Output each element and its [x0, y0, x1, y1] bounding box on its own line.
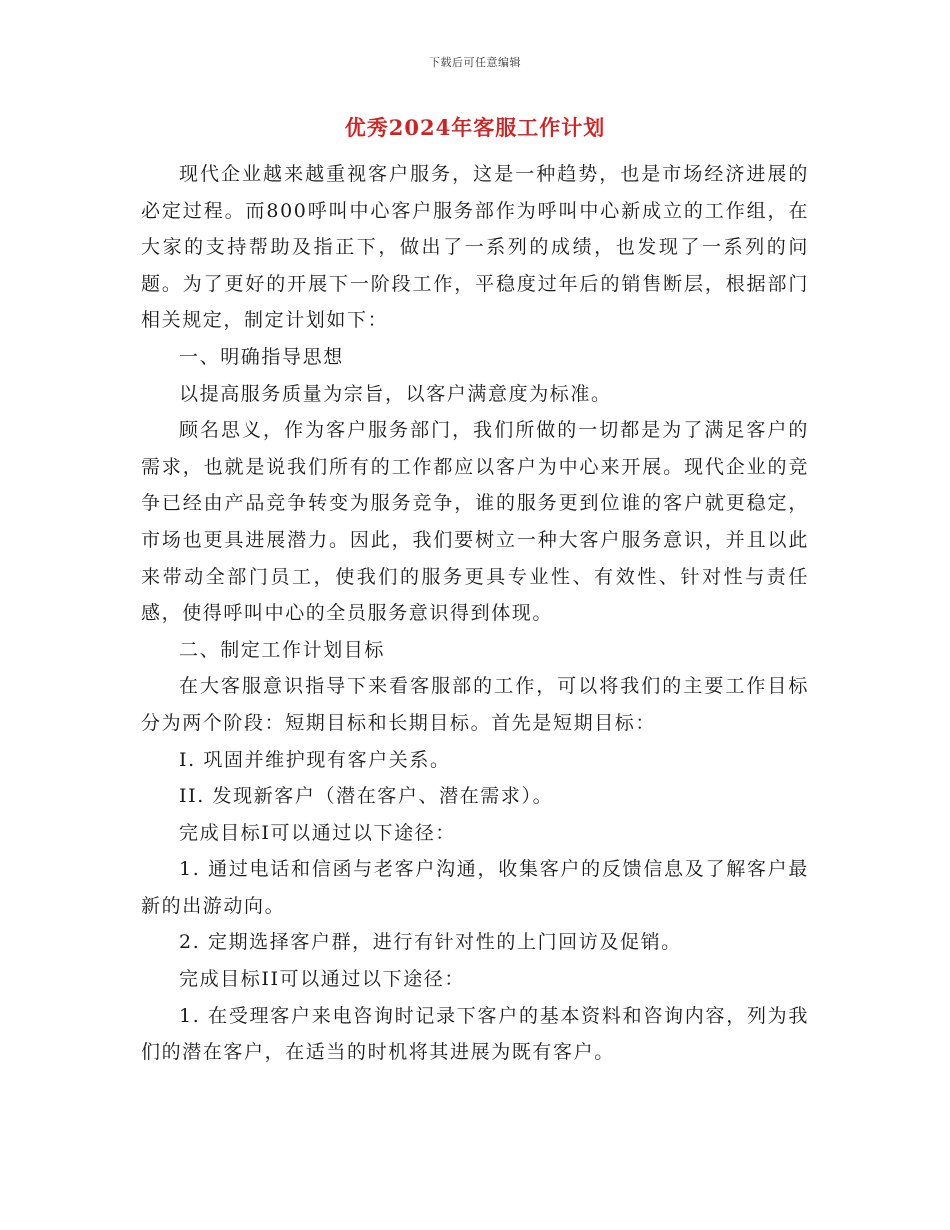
principle-paragraph: 以提高服务质量为宗旨，以客户满意度为标准。 — [179, 382, 612, 405]
goal-1-method-2: 2. 定期选择客户群，进行有针对性的上门回访及促销。 — [179, 931, 682, 954]
goal-1-methods-heading: 完成目标I可以通过以下途径： — [179, 821, 456, 844]
document-body — [141, 156, 809, 1071]
goals-overview-paragraph: 在大客服意识指导下来看客服部的工作，可以将我们的主要工作目标分为两个阶段：短期目标和长期目标。首先是短期目标： — [141, 675, 809, 734]
intro-paragraph: 现代企业越来越重视客户服务，这是一种趋势，也是市场经济进展的必定过程。而800呼叫中心客户服务部作为呼叫中心新成立的工作组，在大家的支持帮助及指正下，做出了一系列的成绩，也发现了一系列的问题。为了更好的开展下一阶段工作，平稳度过年后的销售断层，根据部门相关规定，制定计划如下： — [141, 163, 809, 332]
document-title: 优秀2024年客服工作计划 — [344, 115, 606, 140]
header-note: 下载后可任意编辑 — [429, 56, 521, 69]
section-heading-work-goals: 二、制定工作计划目标 — [179, 638, 386, 661]
goal-2-methods-heading: 完成目标II可以通过以下途径： — [179, 968, 466, 991]
goal-2-method-1: 1. 在受理客户来电咨询时记录下客户的基本资料和咨询内容，列为我们的潜在客户，在适当的时机将其进展为既有客户。 — [141, 1004, 809, 1064]
section-heading-guiding-thought: 一、明确指导思想 — [179, 345, 344, 368]
customer-service-paragraph: 顾名思义，作为客户服务部门，我们所做的一切都是为了满足客户的需求，也就是说我们所有的工作都应以客户为中心来开展。现代企业的竞争已经由产品竞争转变为服务竞争，谁的服务更到位谁的客户就更稳定，市场也更具进展潜力。因此，我们要树立一种大客户服务意识，并且以此来带动全部门员工，使我们的服务更具专业性、有效性、针对性与责任感，使得呼叫中心的全员服务意识得到体现。 — [141, 419, 809, 625]
goal-item-1: I. 巩固并维护现有客户关系。 — [179, 748, 451, 771]
goal-item-2: II. 发现新客户（潜在客户、潜在需求）。 — [179, 785, 554, 808]
goal-1-method-1: 1. 通过电话和信函与老客户沟通，收集客户的反馈信息及了解客户最新的出游动向。 — [141, 858, 809, 917]
